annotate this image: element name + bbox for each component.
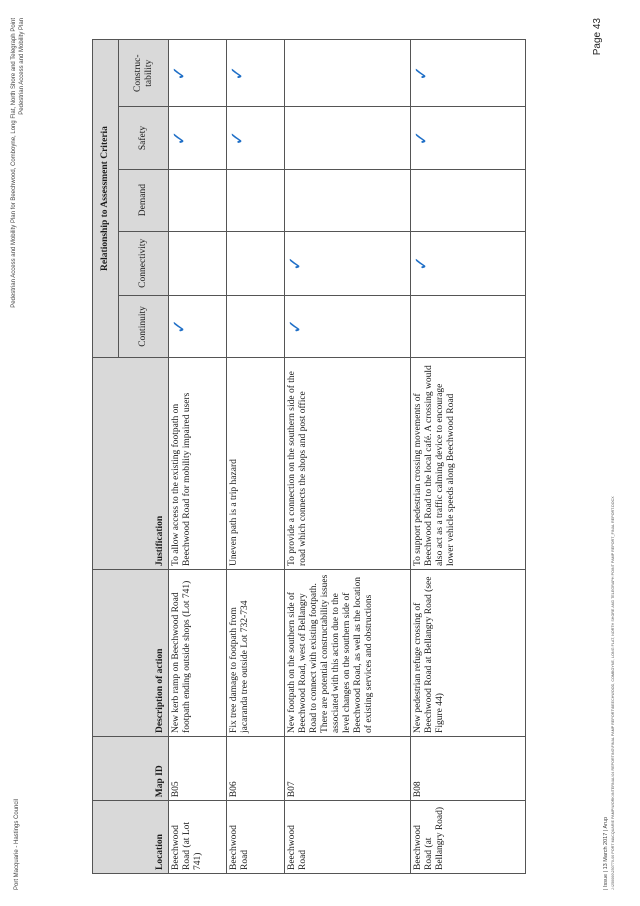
page-number: Page 43 <box>592 18 603 56</box>
cell-map-id: B07 <box>285 736 411 800</box>
cell-justification: To allow access to the existing footpath on Beechwood Road for mobility impaired users <box>169 358 227 570</box>
cell-description: New kerb ramp on Beechwood Road footpath ending outside shops (Lot 741) <box>169 569 227 736</box>
table-row <box>411 40 526 874</box>
header-criteria-group: Relationship to Assessment Criteria <box>93 40 119 358</box>
checkmark-icon: ✓ <box>169 318 190 334</box>
cell-location: Beechwood Road (at Bellangry Road) <box>411 801 526 874</box>
checkmark-icon: ✓ <box>227 65 248 81</box>
checkmark-icon: ✓ <box>169 65 190 81</box>
header-constructability: Construc-tability <box>119 40 169 107</box>
header-council: Port Macquarie - Hastings Council <box>14 798 20 890</box>
footer-file-path: J:\250000\250770-00 PORT MACQUARIE PAMP\WORK\INTERNAL\04 REPORTING\FINAL PAMP REPORT\BEECHWOOD, COMBOYNE, LONG FLAT, NORTH SHORE AND TELEGRAPH POINT PAMP REPORT_FINAL REPORT.DOCX <box>611 496 615 890</box>
table-row <box>169 40 227 874</box>
checkmark-icon: ✓ <box>285 318 306 334</box>
header-description: Description of action <box>93 569 169 736</box>
cell-map-id: B05 <box>169 736 227 800</box>
checkmark-icon: ✓ <box>169 130 190 146</box>
checkmark-icon: ✓ <box>411 130 432 146</box>
cell-location: Beechwood Road <box>285 801 411 874</box>
checkmark-icon: ✓ <box>285 255 306 271</box>
header-title-line2: Pedestrian Access and Mobility Plan <box>19 18 25 115</box>
cell-justification: Uneven path is a trip hazard <box>227 358 285 570</box>
cell-description: New pedestrian refuge crossing of Beechwood Road at Bellangry Road (see Figure 44) <box>411 569 526 736</box>
cell-justification: To provide a connection on the southern side of the road which connects the shops and post office <box>285 358 411 570</box>
cell-map-id: B08 <box>411 736 526 800</box>
header-safety: Safety <box>119 107 169 169</box>
actions-table <box>92 39 526 874</box>
checkmark-icon: ✓ <box>411 65 432 81</box>
table-row <box>285 40 411 874</box>
cell-justification: To support pedestrian crossing movements of Beechwood Road to the local café. A crossing would also act as a traffic calming device to encourage lower vehicle speeds along Beechwood Road <box>411 358 526 570</box>
header-justification: Justification <box>93 358 169 570</box>
header-title-line1: Pedestrian Access and Mobility Plan for Beechwood, Comboyne, Long Flat, North Shore and Telegraph Point <box>11 18 17 308</box>
header-connectivity: Connectivity <box>119 231 169 295</box>
cell-description: Fix tree damage to footpath from jacaranda tree outside Lot 732-734 <box>227 569 285 736</box>
cell-location: Beechwood Road (at Lot 741) <box>169 801 227 874</box>
cell-description: New footpath on the southern side of Beechwood Road, west of Bellangry Road to connect with existing footpath. There are potential constructability issues associated with this action due to the level changes on the southern side of Beechwood Road, as well as the location of existing services and obstructions <box>285 569 411 736</box>
header-demand: Demand <box>119 169 169 231</box>
header-location: Location <box>93 801 169 874</box>
table-row <box>227 40 285 874</box>
checkmark-icon: ✓ <box>411 255 432 271</box>
footer-issue: | Issue | 13 March 2017 | Arup <box>603 816 609 890</box>
header-title <box>10 18 26 308</box>
header-continuity: Continuity <box>119 295 169 357</box>
header-map-id: Map ID <box>93 736 169 800</box>
cell-map-id: B06 <box>227 736 285 800</box>
cell-location: Beechwood Road <box>227 801 285 874</box>
checkmark-icon: ✓ <box>227 130 248 146</box>
